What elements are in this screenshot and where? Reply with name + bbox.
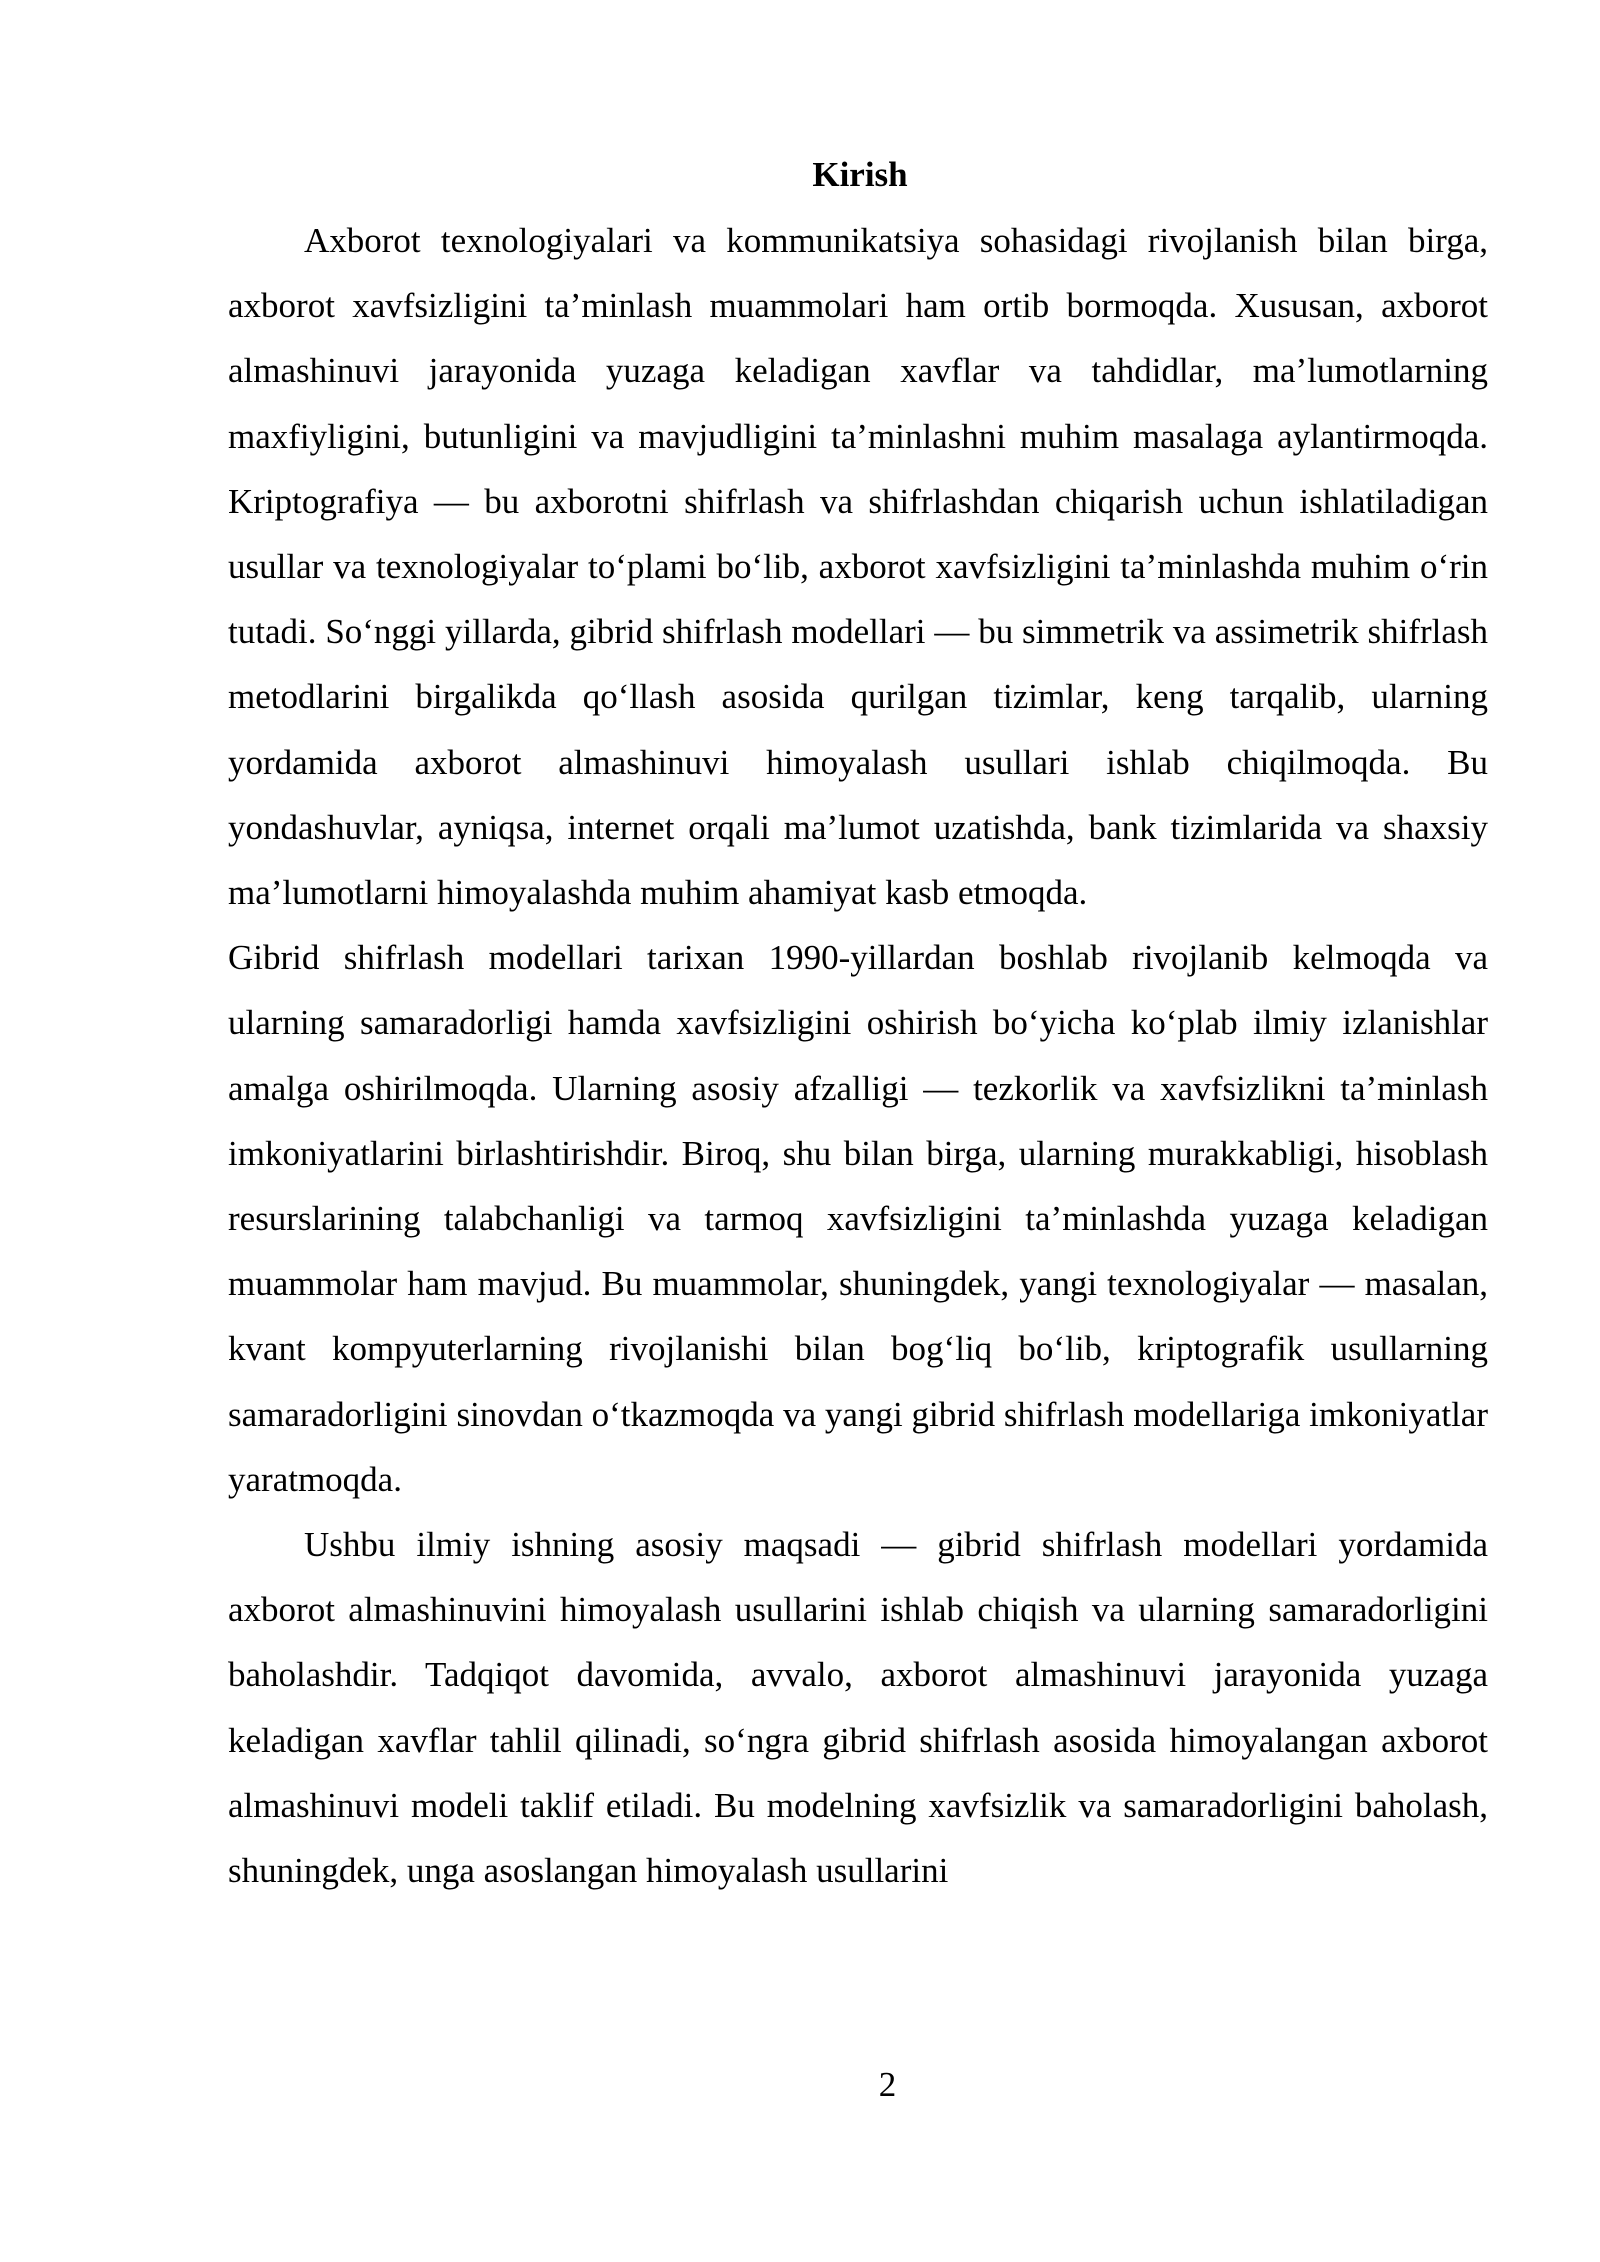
- paragraph-objective: Ushbu ilmiy ishning asosiy maqsadi — gibrid shifrlash modellari yordamida axborot almashinuvini himoyalash usullarini ishlab chiqish va ularning samaradorligini baholashdir. Tadqiqot davomida, avvalo, axborot almashinuvi jarayonida yuzaga keladigan xavflar tahlil qilinadi, so‘ngra gibrid shifrlash asosida himoyalangan axborot almashinuvi modeli taklif etiladi. Bu modelning xavfsizlik va samaradorligini baholash, shuningdek, unga asoslangan himoyalash usullarini: [228, 1525, 1488, 1891]
- document-body: [228, 208, 1488, 1903]
- paragraph-history: Gibrid shifrlash modellari tarixan 1990-yillardan boshlab rivojlanib kelmoqda va ularning samaradorligi hamda xavfsizligini oshirish bo‘yicha ko‘plab ilmiy izlanishlar amalga oshirilmoqda. Ularning asosiy afzalligi — tezkorlik va xavfsizlikni ta’minlash imkoniyatlarini birlashtirishdir. Biroq, shu bilan birga, ularning murakkabligi, hisoblash resurslarining talabchanligi va tarmoq xavfsizligini ta’minlashda yuzaga keladigan muammolar ham mavjud. Bu muammolar, shuningdek, yangi texnologiyalar — masalan, kvant kompyuterlarning rivojlanishi bilan bog‘liq bo‘lib, kriptografik usullarning samaradorligini sinovdan o‘tkazmoqda va yangi gibrid shifrlash modellariga imkoniyatlar yaratmoqda.: [228, 938, 1488, 1499]
- page-title: Kirish: [812, 155, 908, 194]
- page-number: 2: [878, 2065, 897, 2104]
- paragraph-intro: Axborot texnologiyalari va kommunikatsiya sohasidagi rivojlanish bilan birga, axborot xavfsizligini ta’minlash muammolari ham ortib bormoqda. Xususan, axborot almashinuvi jarayonida yuzaga keladigan xavflar va tahdidlar, ma’lumotlarning maxfiyligini, butunligini va mavjudligini ta’minlashni muhim masalaga aylantirmoqda. Kriptografiya — bu axborotni shifrlash va shifrlashdan chiqarish uchun ishlatiladigan usullar va texnologiyalar to‘plami bo‘lib, axborot xavfsizligini ta’minlashda muhim o‘rin tutadi. So‘nggi yillarda, gibrid shifrlash modellari — bu simmetrik va assimetrik shifrlash metodlarini birgalikda qo‘llash asosida qurilgan tizimlar, keng tarqalib, ularning yordamida axborot almashinuvi himoyalash usullari ishlab chiqilmoqda. Bu yondashuvlar, ayniqsa, internet orqali ma’lumot uzatishda, bank tizimlarida va shaxsiy ma’lumotlarni himoyalashda muhim ahamiyat kasb etmoqda.: [228, 221, 1488, 913]
